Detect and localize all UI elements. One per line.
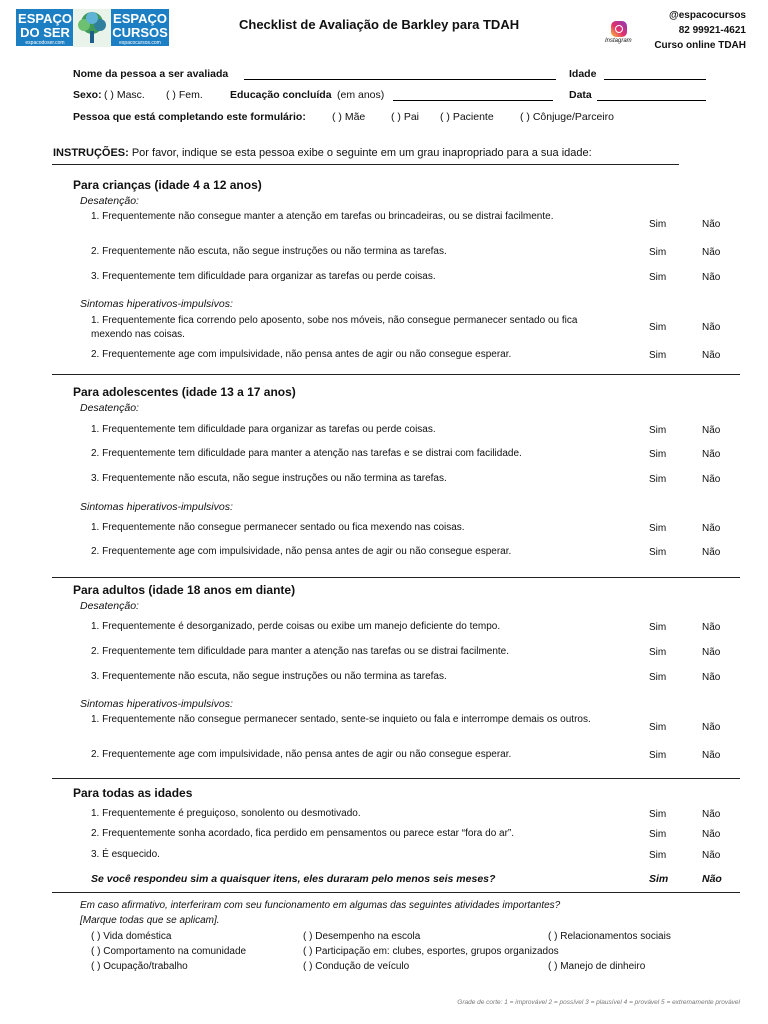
section-title-all-ages: Para todas as idades bbox=[73, 786, 193, 800]
answer-no[interactable]: Não bbox=[702, 350, 721, 361]
divider bbox=[52, 778, 740, 779]
course-name: Curso online TDAH bbox=[654, 40, 746, 51]
divider bbox=[52, 577, 740, 578]
question-item: 1. Frequentemente não consegue permanecer sentado ou fica mexendo nas coisas. bbox=[91, 522, 465, 533]
answer-yes[interactable]: Sim bbox=[649, 829, 667, 840]
logo-left-url: espacodoser.com bbox=[25, 40, 65, 46]
answer-yes[interactable]: Sim bbox=[649, 547, 667, 558]
answer-no[interactable]: Não bbox=[702, 449, 721, 460]
activity-dinheiro[interactable]: ( ) Manejo de dinheiro bbox=[548, 961, 646, 972]
group-label-hyperactive: Sintomas hiperativos-impulsivos: bbox=[80, 501, 233, 513]
instagram-icon bbox=[611, 21, 627, 37]
age-field[interactable] bbox=[604, 79, 706, 80]
answer-no[interactable]: Não bbox=[702, 829, 721, 840]
question-item: 1. Frequentemente não consegue manter a atenção em tarefas ou brincadeiras, ou se distrai facilmente. bbox=[91, 211, 554, 222]
question-item: 1. Frequentemente é preguiçoso, sonolento ou desmotivado. bbox=[91, 808, 361, 819]
education-field[interactable] bbox=[393, 100, 553, 101]
question-item: 1. Frequentemente é desorganizado, perde coisas ou exibe um manejo deficiente do tempo. bbox=[91, 621, 501, 632]
instagram-label: Instagram bbox=[605, 38, 632, 44]
answer-yes[interactable]: Sim bbox=[649, 523, 667, 534]
date-field[interactable] bbox=[597, 100, 706, 101]
group-label-hyperactive: Sintomas hiperativos-impulsivos: bbox=[80, 698, 233, 710]
answer-no[interactable]: Não bbox=[702, 322, 721, 333]
question-item: 1. Frequentemente fica correndo pelo aposento, sobe nos móveis, não consegue permanecer sentado ou fica mexendo nas coisas. bbox=[91, 315, 578, 340]
divider bbox=[52, 164, 679, 165]
answer-yes[interactable]: Sim bbox=[649, 850, 667, 861]
tree-icon bbox=[73, 9, 111, 47]
logo-left-line1: ESPAÇO bbox=[18, 11, 72, 26]
education-unit: (em anos) bbox=[337, 89, 385, 101]
logo-right-url: espacocursos.com bbox=[119, 40, 161, 46]
six-months-yes[interactable]: Sim bbox=[649, 873, 669, 885]
question-item: 2. Frequentemente tem dificuldade para manter a atenção nas tarefas e se distrai com facilidade. bbox=[91, 448, 522, 459]
answer-no[interactable]: Não bbox=[702, 672, 721, 683]
answer-yes[interactable]: Sim bbox=[649, 322, 667, 333]
answer-yes[interactable]: Sim bbox=[649, 750, 667, 761]
logo-right-line1: ESPAÇO bbox=[113, 11, 167, 26]
answer-no[interactable]: Não bbox=[702, 474, 721, 485]
question-item: 2. Frequentemente tem dificuldade para manter a atenção nas tarefas ou se distrai facilmente. bbox=[91, 646, 510, 657]
filler-option-pai[interactable]: ( ) Pai bbox=[391, 111, 420, 123]
answer-no[interactable]: Não bbox=[702, 219, 721, 230]
answer-yes[interactable]: Sim bbox=[649, 449, 667, 460]
group-label-inattention: Desatenção: bbox=[80, 195, 139, 207]
question-item: 2. Frequentemente não escuta, não segue instruções ou não termina as tarefas. bbox=[91, 246, 447, 257]
answer-yes[interactable]: Sim bbox=[649, 722, 667, 733]
question-item: 1. Frequentemente não consegue permanecer sentado, sente-se inquieto ou fala e interrompe demais os outros. bbox=[91, 714, 591, 725]
question-item: 3. Frequentemente não escuta, não segue instruções ou não termina as tarefas. bbox=[91, 671, 447, 682]
instructions bbox=[53, 147, 592, 159]
section-title-adults: Para adultos (idade 18 anos em diante) bbox=[73, 583, 296, 597]
question-item: 3. Frequentemente tem dificuldade para organizar as tarefas ou perde coisas. bbox=[91, 271, 436, 282]
cutoff-legend: Grade de corte: 1 = improvável 2 = possível 3 = plausível 4 = provável 5 = extremamente provável bbox=[457, 999, 740, 1006]
question-item: 2. Frequentemente sonha acordado, fica perdido em pensamentos ou parece estar “fora do ar”. bbox=[91, 828, 515, 839]
instructions-text: Por favor, indique se esta pessoa exibe o seguinte em um grau inapropriado para a sua idade: bbox=[128, 147, 592, 159]
activity-vida-domestica[interactable]: ( ) Vida doméstica bbox=[91, 931, 172, 942]
answer-yes[interactable]: Sim bbox=[649, 247, 667, 258]
name-label: Nome da pessoa a ser avaliada bbox=[73, 68, 229, 80]
answer-yes[interactable]: Sim bbox=[649, 425, 667, 436]
name-field[interactable] bbox=[244, 79, 556, 80]
answer-no[interactable]: Não bbox=[702, 622, 721, 633]
instagram-handle: @espacocursos bbox=[668, 10, 746, 21]
contact-block bbox=[654, 8, 746, 53]
answer-yes[interactable]: Sim bbox=[649, 809, 667, 820]
date-label: Data bbox=[569, 89, 592, 101]
question-item: 1. Frequentemente tem dificuldade para organizar as tarefas ou perde coisas. bbox=[91, 424, 436, 435]
question-item: 2. Frequentemente age com impulsividade, não pensa antes de agir ou não consegue esperar. bbox=[91, 749, 512, 760]
group-label-hyperactive: Sintomas hiperativos-impulsivos: bbox=[80, 298, 233, 310]
answer-no[interactable]: Não bbox=[702, 425, 721, 436]
question-item: 3. Frequentemente não escuta, não segue instruções ou não termina as tarefas. bbox=[91, 473, 447, 484]
section-title-children: Para crianças (idade 4 a 12 anos) bbox=[73, 178, 262, 192]
question-item: 2. Frequentemente age com impulsividade, não pensa antes de agir ou não consegue esperar. bbox=[91, 349, 512, 360]
filler-option-paciente[interactable]: ( ) Paciente bbox=[440, 111, 494, 123]
divider bbox=[52, 374, 740, 375]
activities-instruction: [Marque todas que se aplicam]. bbox=[80, 915, 220, 926]
answer-no[interactable]: Não bbox=[702, 809, 721, 820]
activity-comportamento[interactable]: ( ) Comportamento na comunidade bbox=[91, 946, 247, 957]
filler-label: Pessoa que está completando este formulário: bbox=[73, 111, 306, 123]
answer-yes[interactable]: Sim bbox=[649, 350, 667, 361]
answer-no[interactable]: Não bbox=[702, 523, 721, 534]
answer-yes[interactable]: Sim bbox=[649, 622, 667, 633]
activity-veiculo[interactable]: ( ) Condução de veículo bbox=[303, 961, 410, 972]
answer-yes[interactable]: Sim bbox=[649, 672, 667, 683]
answer-yes[interactable]: Sim bbox=[649, 272, 667, 283]
activity-escola[interactable]: ( ) Desempenho na escola bbox=[303, 931, 421, 942]
sex-fem-option[interactable]: ( ) Fem. bbox=[166, 89, 203, 101]
answer-no[interactable]: Não bbox=[702, 850, 721, 861]
filler-option-conjuge[interactable]: ( ) Cônjuge/Parceiro bbox=[520, 111, 614, 123]
page-title: Checklist de Avaliação de Barkley para TDAH bbox=[239, 17, 520, 32]
filler-option-mae[interactable]: ( ) Mãe bbox=[332, 111, 366, 123]
activity-ocupacao[interactable]: ( ) Ocupação/trabalho bbox=[91, 961, 188, 972]
logo-espaco-do-ser bbox=[16, 9, 168, 47]
question-item: 2. Frequentemente age com impulsividade, não pensa antes de agir ou não consegue esperar. bbox=[91, 546, 512, 557]
logo-left-line2: DO SER bbox=[20, 25, 70, 40]
sex-masc-option[interactable]: ( ) Masc. bbox=[104, 89, 145, 101]
answer-no[interactable]: Não bbox=[702, 247, 721, 258]
section-title-adolescents: Para adolescentes (idade 13 a 17 anos) bbox=[73, 385, 296, 399]
education-label: Educação concluída bbox=[230, 89, 332, 101]
activities-intro: Em caso afirmativo, interferiram com seu funcionamento em algumas das seguintes atividades importantes? bbox=[80, 900, 561, 911]
answer-no[interactable]: Não bbox=[702, 722, 721, 733]
question-item: 3. É esquecido. bbox=[91, 849, 160, 860]
answer-no[interactable]: Não bbox=[702, 547, 721, 558]
six-months-no[interactable]: Não bbox=[702, 873, 722, 885]
group-label-inattention: Desatenção: bbox=[80, 402, 139, 414]
logo-right-line2: CURSOS bbox=[112, 25, 168, 40]
sex-label: Sexo: bbox=[73, 89, 102, 101]
answer-yes[interactable]: Sim bbox=[649, 219, 667, 230]
divider bbox=[52, 892, 740, 893]
answer-yes[interactable]: Sim bbox=[649, 474, 667, 485]
instructions-label: INSTRUÇÕES: bbox=[53, 147, 129, 159]
answer-no[interactable]: Não bbox=[702, 750, 721, 761]
six-months-question: Se você respondeu sim a quaisquer itens, eles duraram pelo menos seis meses? bbox=[91, 873, 496, 885]
answer-yes[interactable]: Sim bbox=[649, 647, 667, 658]
group-label-inattention: Desatenção: bbox=[80, 600, 139, 612]
age-label: Idade bbox=[569, 68, 597, 80]
activity-relacionamentos[interactable]: ( ) Relacionamentos sociais bbox=[548, 931, 671, 942]
activity-participacao[interactable]: ( ) Participação em: clubes, esportes, grupos organizados bbox=[303, 946, 559, 957]
answer-no[interactable]: Não bbox=[702, 272, 721, 283]
phone-number: 82 99921-4621 bbox=[678, 25, 746, 36]
answer-no[interactable]: Não bbox=[702, 647, 721, 658]
